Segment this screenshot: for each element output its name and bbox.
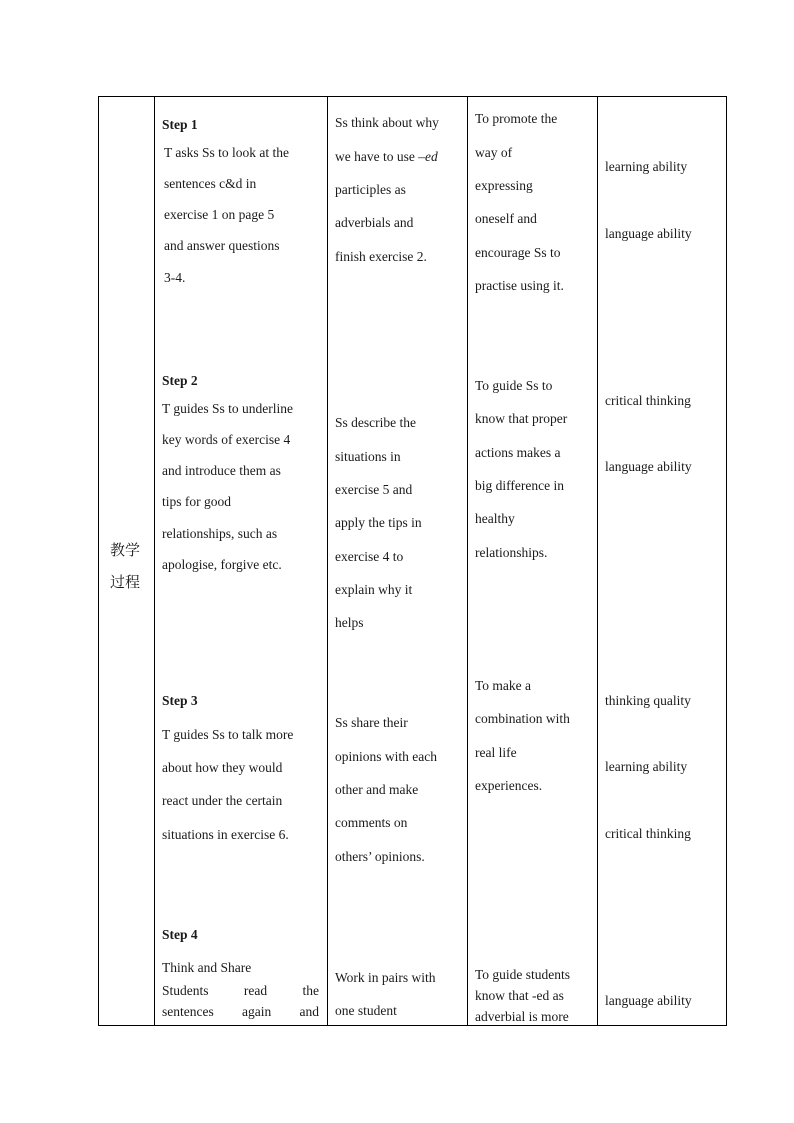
- stage-label-line-2: 过程: [110, 573, 141, 591]
- step-1-student-line: participles as: [335, 182, 406, 197]
- stage-label-line-1: 教学: [110, 541, 141, 559]
- step-1-ability: language ability: [605, 226, 692, 241]
- step-2-student-line: apply the tips in: [335, 515, 422, 530]
- step-4-ability: language ability: [605, 993, 692, 1008]
- step-2-purpose-line: actions makes a: [475, 445, 561, 460]
- ed-emphasis: –ed: [418, 149, 438, 164]
- step-4-title: Step 4: [162, 927, 198, 942]
- step-1-purpose-line: To promote the: [475, 111, 558, 126]
- step-1-teacher-line: 3-4.: [164, 270, 186, 285]
- step-2-student-line: situations in: [335, 449, 401, 464]
- step-2-ability: critical thinking: [605, 393, 691, 408]
- step-2-teacher-line: relationships, such as: [162, 526, 278, 541]
- step-2-teacher-line: apologise, forgive etc.: [162, 557, 282, 572]
- step-2-teacher-line: key words of exercise 4: [162, 432, 291, 447]
- step-2-student-line: helps: [335, 615, 364, 630]
- step-3-student-line: opinions with each: [335, 749, 437, 764]
- step-4-purpose-line: know that -ed as: [475, 988, 564, 1003]
- step-1-title: Step 1: [162, 117, 198, 132]
- step-1-purpose-line: encourage Ss to: [475, 245, 561, 260]
- step-2-ability: language ability: [605, 459, 692, 474]
- column-divider-3: [467, 97, 468, 1025]
- step-2-title: Step 2: [162, 373, 198, 388]
- stage-label: [110, 534, 140, 598]
- step-3-ability: thinking quality: [605, 693, 691, 708]
- step-3-teacher-line: react under the certain: [162, 793, 283, 808]
- step-2-teacher-line: tips for good: [162, 494, 231, 509]
- step-1-teacher-line: T asks Ss to look at the: [164, 145, 290, 160]
- step-1-student-line: Ss think about why: [335, 115, 439, 130]
- step-1-purpose-line: practise using it.: [475, 278, 564, 293]
- step-1-student-line-with-emphasis: [335, 149, 438, 165]
- step-3-teacher-line: situations in exercise 6.: [162, 827, 289, 842]
- step-3-title: Step 3: [162, 693, 198, 708]
- step-1-purpose-line: way of: [475, 145, 513, 160]
- step-3-student-line: Ss share their: [335, 715, 408, 730]
- step-1-teacher-line: and answer questions: [164, 238, 280, 253]
- step-3-ability: critical thinking: [605, 826, 691, 841]
- step-1-teacher-line: exercise 1 on page 5: [164, 207, 275, 222]
- step-3-student-line: other and make: [335, 782, 419, 797]
- step-3-purpose-line: combination with: [475, 711, 570, 726]
- step-2-student-line: Ss describe the: [335, 415, 416, 430]
- step-2-purpose-line: healthy: [475, 511, 515, 526]
- step-2-teacher-line: and introduce them as: [162, 463, 281, 478]
- step-1-student-text: we have to use: [335, 149, 419, 164]
- step-4-student-line: one student: [335, 1003, 397, 1018]
- step-1-student-line: finish exercise 2.: [335, 249, 427, 264]
- step-4-teacher-justified-line: sentences again and: [162, 1004, 319, 1019]
- step-2-student-line: exercise 4 to: [335, 549, 404, 564]
- step-3-student-line: others’ opinions.: [335, 849, 425, 864]
- step-2-student-line: explain why it: [335, 582, 413, 597]
- step-2-purpose-line: To guide Ss to: [475, 378, 553, 393]
- step-4-purpose-line: To guide students: [475, 967, 571, 982]
- step-1-ability: learning ability: [605, 159, 688, 174]
- step-3-teacher-line: T guides Ss to talk more: [162, 727, 294, 742]
- column-divider-4: [597, 97, 598, 1025]
- step-4-teacher-justified-line: Students read the: [162, 983, 319, 998]
- step-3-ability: learning ability: [605, 759, 688, 774]
- step-2-purpose-line: relationships.: [475, 545, 548, 560]
- step-4-purpose-line: adverbial is more: [475, 1009, 569, 1024]
- column-divider-1: [154, 97, 155, 1025]
- step-2-purpose-line: big difference in: [475, 478, 564, 493]
- step-1-teacher-line: sentences c&d in: [164, 176, 257, 191]
- step-3-teacher-line: about how they would: [162, 760, 283, 775]
- step-3-purpose-line: To make a: [475, 678, 532, 693]
- step-2-student-line: exercise 5 and: [335, 482, 413, 497]
- step-1-purpose-line: expressing: [475, 178, 533, 193]
- step-4-student-line: Work in pairs with: [335, 970, 436, 985]
- step-3-purpose-line: experiences.: [475, 778, 543, 793]
- step-1-student-line: adverbials and: [335, 215, 414, 230]
- step-2-teacher-line: T guides Ss to underline: [162, 401, 293, 416]
- step-4-teacher-line: Think and Share: [162, 960, 252, 975]
- step-3-purpose-line: real life: [475, 745, 517, 760]
- step-3-student-line: comments on: [335, 815, 408, 830]
- step-1-purpose-line: oneself and: [475, 211, 537, 226]
- column-divider-2: [327, 97, 328, 1025]
- step-2-purpose-line: know that proper: [475, 411, 568, 426]
